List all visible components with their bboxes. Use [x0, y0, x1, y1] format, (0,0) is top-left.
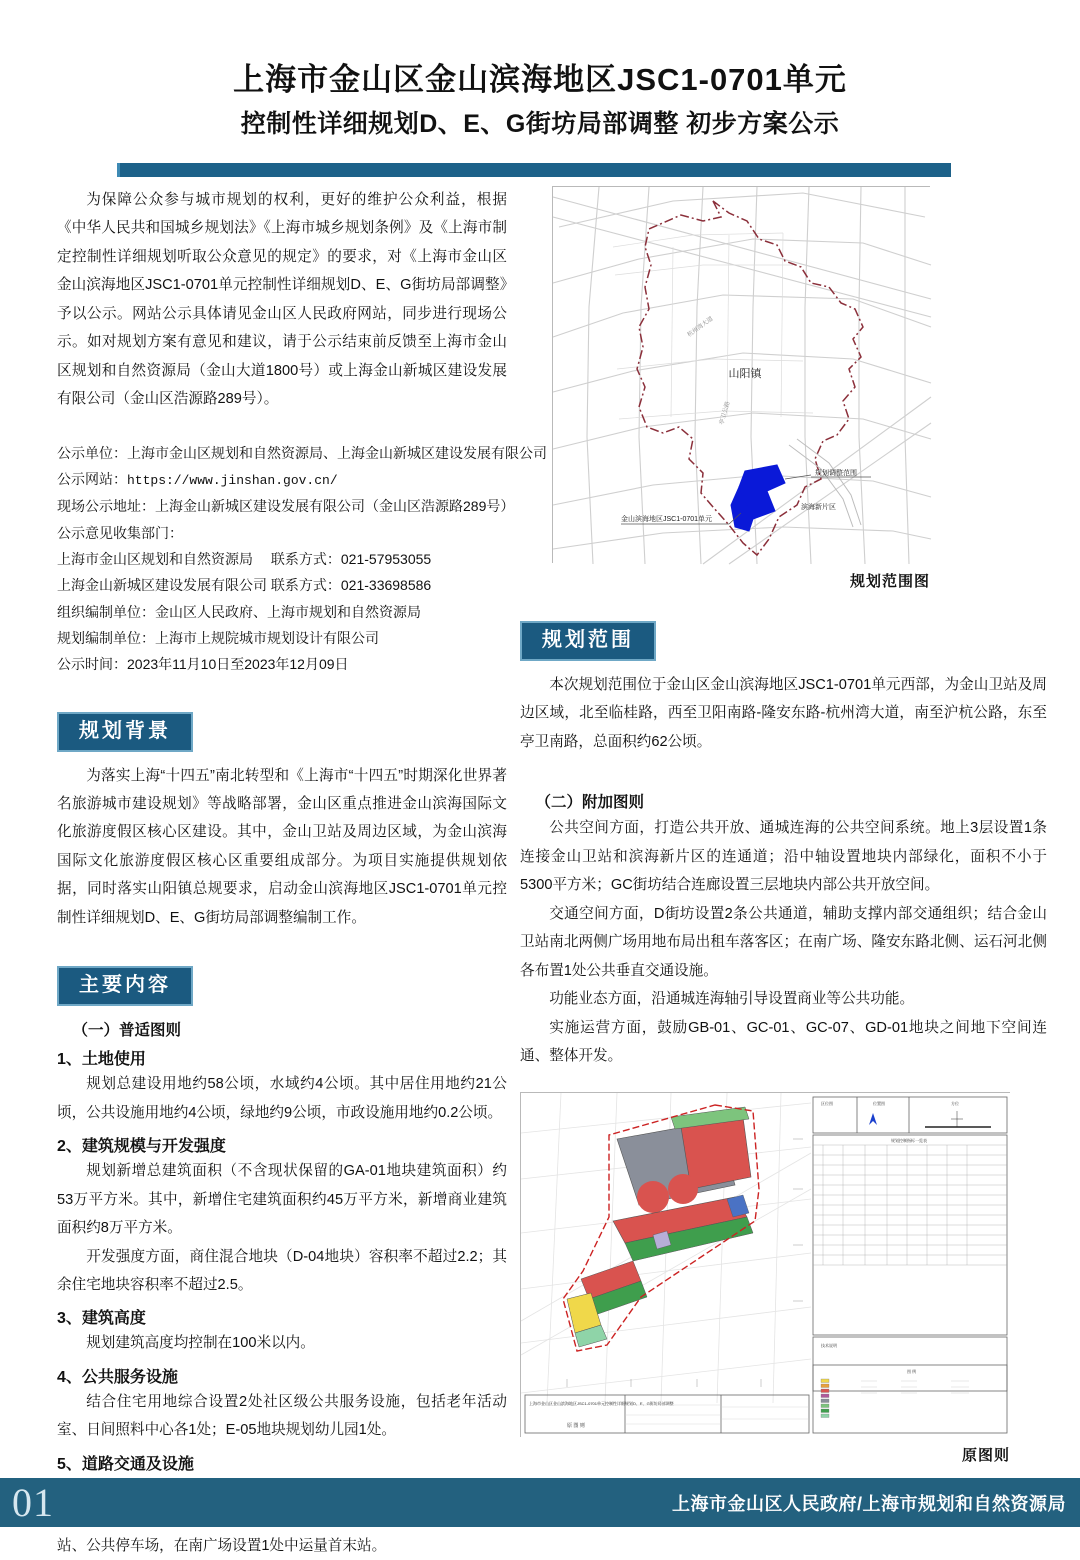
main-item-5-p2: 站、公共停车场，在南广场设置1处中运量首末站。 [57, 1537, 387, 1554]
info-organizer: 组织编制单位：金山区人民政府、上海市规划和自然资源局 [57, 603, 421, 620]
map-label-road-1: 杭州湾大道 [686, 316, 715, 339]
publication-info-list [57, 440, 547, 678]
main-item-3-heading: 3、建筑高度 [57, 1310, 146, 1328]
original-plan-svg [521, 1093, 1011, 1438]
planning-range-svg [553, 187, 931, 564]
plan-panel-index: 位置图 [873, 1101, 885, 1107]
info-site-address: 现场公示地址：上海金山新城区建设发展有限公司（金山区浩源路289号） [57, 498, 515, 515]
map-label-adjust-scope: 规划调整范围 [815, 470, 857, 477]
figure-plan-caption: 原图则 [961, 1447, 1010, 1465]
plan-panel-notes: 技术说明 [821, 1343, 837, 1349]
additional-p2: 交通空间方面，D街坊设置2条公共通道，辅助支撑内部交通组织；结合金山卫站南北两侧广场用地布局出租车落客区；在南广场、隆安东路北侧、运石河北侧各布置1处公共垂直交通设施。 [520, 905, 1047, 979]
plan-title-line: 上海市金山区金山滨海地区JSC1-0701单元控制性详细规划D、E、G街坊局部调整 [529, 1401, 674, 1407]
body-columns [0, 186, 1080, 1560]
footer-organization: 上海市金山区人民政府/上海市规划和自然资源局 [672, 1493, 1066, 1514]
additional-part-two-title: （二）附加图则 [535, 794, 645, 812]
main-item-4-p1: 结合住宅用地综合设置2处社区级公共服务设施，包括老年活动室、日间照料中心各1处；E-05地块规划幼儿园1处。 [57, 1393, 507, 1439]
map-label-unit: 金山滨海地区JSC1-0701单元 [621, 516, 713, 523]
main-item-4-heading: 4、公共服务设施 [57, 1368, 178, 1386]
info-website-label: 公示网站： [57, 470, 127, 487]
scope-badge-wrap [520, 621, 1047, 661]
background-badge-wrap [57, 712, 507, 752]
main-item-1-heading: 1、土地使用 [57, 1051, 146, 1069]
map-label-town: 山阳镇 [728, 368, 762, 380]
map-label-road-2: 亭卫公路 [719, 400, 732, 426]
plan-panel-location: 区位图 [821, 1101, 833, 1107]
page-title: 上海市金山区金山滨海地区JSC1-0701单元 [233, 62, 847, 97]
section-badge-scope: 规划范围 [520, 621, 656, 661]
main-part-one-title: （一）普适图则 [72, 1022, 182, 1040]
section-badge-main: 主要内容 [57, 966, 193, 1006]
main-item-2-heading: 2、建筑规模与开发强度 [57, 1138, 226, 1156]
info-publisher: 公示单位：上海市金山区规划和自然资源局、上海金山新城区建设发展有限公司 [57, 444, 547, 461]
main-item-5-heading: 5、道路交通及设施 [57, 1455, 194, 1473]
title-accent-bar [117, 163, 951, 177]
scope-paragraph: 本次规划范围位于金山区金山滨海地区JSC1-0701单元西部，为金山卫站及周边区域，北至临桂路，西至卫阳南路-隆安东路-杭州湾大道，南至沪杭公路，东至亭卫南路，总面积约62公顷。 [520, 677, 1047, 750]
info-feedback-header: 公示意见收集部门： [57, 524, 183, 541]
main-badge-wrap [57, 966, 507, 1006]
main-item-3-p1: 规划建筑高度均控制在100米以内。 [86, 1335, 315, 1352]
info-period: 公示时间：2023年11月10日至2023年12月09日 [57, 656, 349, 673]
info-contact-1: 上海市金山区规划和自然资源局 联系方式：021-57953055 [57, 551, 432, 567]
info-website-row [57, 466, 507, 493]
main-item-1-p1: 规划总建设用地约58公顷，水域约4公顷。其中居住用地约21公顷，公共设施用地约4公顷，绿地约9公顷，市政设施用地约0.2公顷。 [57, 1076, 507, 1121]
main-item-2-p1: 规划新增总建筑面积（不含现状保留的GA-01地块建筑面积）约53万平方米。其中，新增住宅建筑面积约45万平方米，新增商业建筑面积约8万平方米。 [57, 1163, 507, 1237]
plan-panel-legend: 图 例 [907, 1369, 917, 1375]
additional-p4: 实施运营方面，鼓励GB-01、GC-01、GC-07、GD-01地块之间地下空间连通、整体开发。 [520, 1019, 1047, 1064]
figure-original-plan-drawing [520, 1092, 1010, 1437]
intro-paragraph: 为保障公众参与城市规划的权利，更好的维护公众利益，根据《中华人民共和国城乡规划法》《上海市城乡规划条例》及《上海市制定控制性详细规划听取公众意见的规定》的要求，对《上海市金山区金山滨海地区JSC1-0701单元控制性详细规划D、E、G街坊局部调整》予以公示。网站公示具体请见金山区人民政府网站，同步进行现场公示。如对规划方案有意见和建议，请于公示结束前反馈至上海市金山区规划和自然资源局（金山大道1800号）或上海金山新城区建设发展有限公司（金山区浩源路289号）。 [57, 192, 507, 408]
main-item-2-p2: 开发强度方面，商住混合地块（D-04地块）容积率不超过2.2；其余住宅地块容积率不超过2.5。 [57, 1248, 507, 1293]
plan-title-sub: 原 图 则 [567, 1423, 585, 1430]
left-column [0, 186, 547, 1560]
additional-p3: 功能业态方面，沿通城连海轴引导设置商业等公共功能。 [549, 991, 915, 1008]
plan-table-title: 规划控制指标一览表 [891, 1138, 927, 1144]
title-block [0, 0, 1080, 144]
info-planner: 规划编制单位：上海市上规院城市规划设计有限公司 [57, 629, 379, 646]
figure-range-caption: 规划范围图 [849, 573, 930, 590]
info-website-url[interactable]: https://www.jinshan.gov.cn/ [127, 472, 338, 488]
right-column [520, 186, 1080, 1560]
info-contact-2: 上海金山新城区建设发展有限公司 联系方式：021-33698586 [57, 577, 432, 594]
plan-panel-north: 方位 [951, 1101, 959, 1107]
figure-planning-range-map [552, 186, 930, 563]
additional-p1: 公共空间方面，打造公共开放、通城连海的公共空间系统。地上3层设置1条连接金山卫站和滨海新片区的连通道；沿中轴设置地块内部绿化，面积不小于5300平方米；GC街坊结合连廊设置三层地块内部公共开放空间。 [520, 820, 1047, 894]
footer-page-number: 01 [12, 1479, 54, 1525]
page-footer [0, 1478, 1080, 1527]
map-label-new-area: 滨海新片区 [801, 504, 836, 511]
page-subtitle: 控制性详细规划D、E、G街坊局部调整 初步方案公示 [240, 110, 840, 139]
section-badge-background: 规划背景 [57, 712, 193, 752]
background-paragraph: 为落实上海“十四五”南北转型和《上海市“十四五”时期深化世界著名旅游城市建设规划》等战略部署，金山区重点推进金山滨海国际文化旅游度假区核心区建设。其中，金山卫站及周边区域，为金山滨海国际文化旅游度假区核心区重要组成部分。为项目实施提供规划依据，同时落实山阳镇总规要求，启动金山滨海地区JSC1-0701单元控制性详细规划D、E、G街坊局部调整编制工作。 [57, 767, 507, 926]
